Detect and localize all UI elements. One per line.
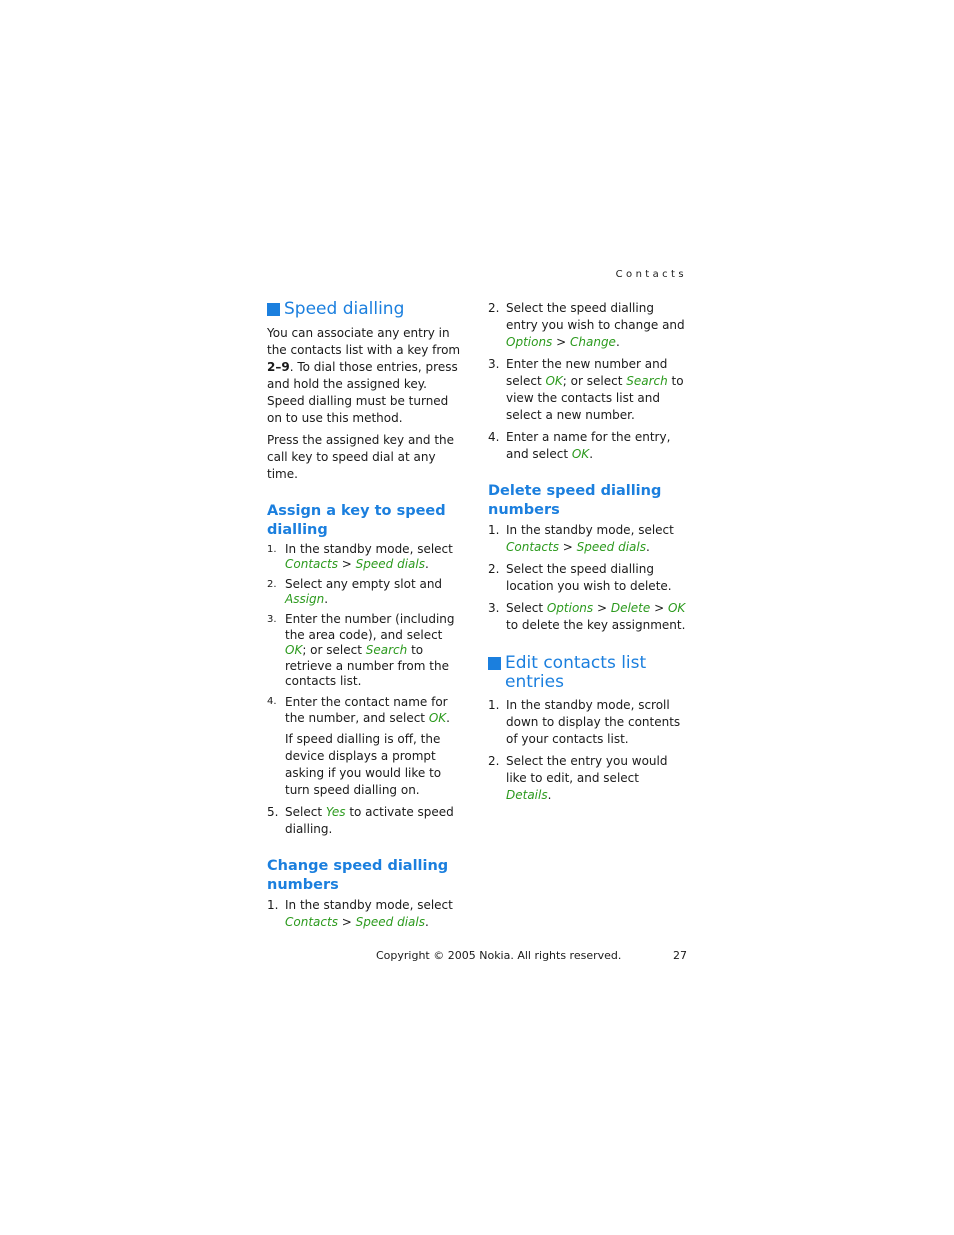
assign-steps <box>267 542 467 838</box>
list-item: 2. Select the speed dialling location you wish to delete. <box>488 562 672 593</box>
list-item: 3. Enter the new number and select OK; or select Search to view the contacts list and select a new number. <box>488 357 684 422</box>
list-item: 1. In the standby mode, scroll down to display the contents of your contacts list. <box>488 698 681 746</box>
list-item: 1. In the standby mode, select Contacts > Speed dials. <box>267 542 453 571</box>
delete-speed-heading: Delete speed dialling numbers <box>488 483 662 518</box>
section-marker-icon <box>267 303 280 316</box>
copyright-footer: Copyright © 2005 Nokia. All rights reserved. <box>376 949 622 962</box>
list-item: 2. Select the speed dialling entry you wish to change and Options > Change. <box>488 301 685 349</box>
change-steps <box>267 897 467 931</box>
list-item: 2. Select any empty slot and Assign. <box>267 577 443 606</box>
running-header: Contacts <box>615 269 687 280</box>
list-item: 5. Select Yes to activate speed dialling. <box>267 804 454 836</box>
list-item: 4. Enter the contact name for the number, and select OK. If speed dialling is off, the device displays a prompt asking if you would like to turn speed dialling on. <box>267 694 467 799</box>
delete-steps <box>488 522 688 634</box>
speed-dial-off-note: If speed dialling is off, the device displays a prompt asking if you would like to turn speed dialling on. <box>285 731 442 797</box>
list-item: 1. In the standby mode, select Contacts > Speed dials. <box>267 897 453 929</box>
list-item: 3. Select Options > Delete > OK to delete the key assignment. <box>488 601 686 632</box>
right-column <box>488 300 688 804</box>
change-steps-continued <box>488 300 688 463</box>
edit-contacts-heading: Edit contacts list entries <box>488 654 688 692</box>
section-marker-icon <box>488 657 501 670</box>
left-column <box>267 300 467 931</box>
list-item: 3. Enter the number (including the area code), and select OK; or select Search to retrieve a number from the contacts list. <box>267 612 455 688</box>
speed-dialling-intro: You can associate any entry in the contacts list with a key from 2–9. To dial those entries, press and hold the assigned key. Speed dialling must be turned on to use this method. <box>267 326 461 425</box>
assign-key-heading: Assign a key to speed dialling <box>267 503 446 538</box>
change-speed-heading: Change speed dialling numbers <box>267 857 449 893</box>
page-number: 27 <box>673 949 687 962</box>
list-item: 1. In the standby mode, select Contacts > Speed dials. <box>488 523 674 554</box>
edit-steps <box>488 697 688 804</box>
list-item: 2. Select the entry you would like to edit, and select Details. <box>488 754 668 802</box>
speed-dialling-heading: Speed dialling <box>267 300 467 319</box>
speed-dial-usage: Press the assigned key and the call key to speed dial at any time. <box>267 433 455 481</box>
list-item: 4. Enter a name for the entry, and select OK. <box>488 430 671 461</box>
